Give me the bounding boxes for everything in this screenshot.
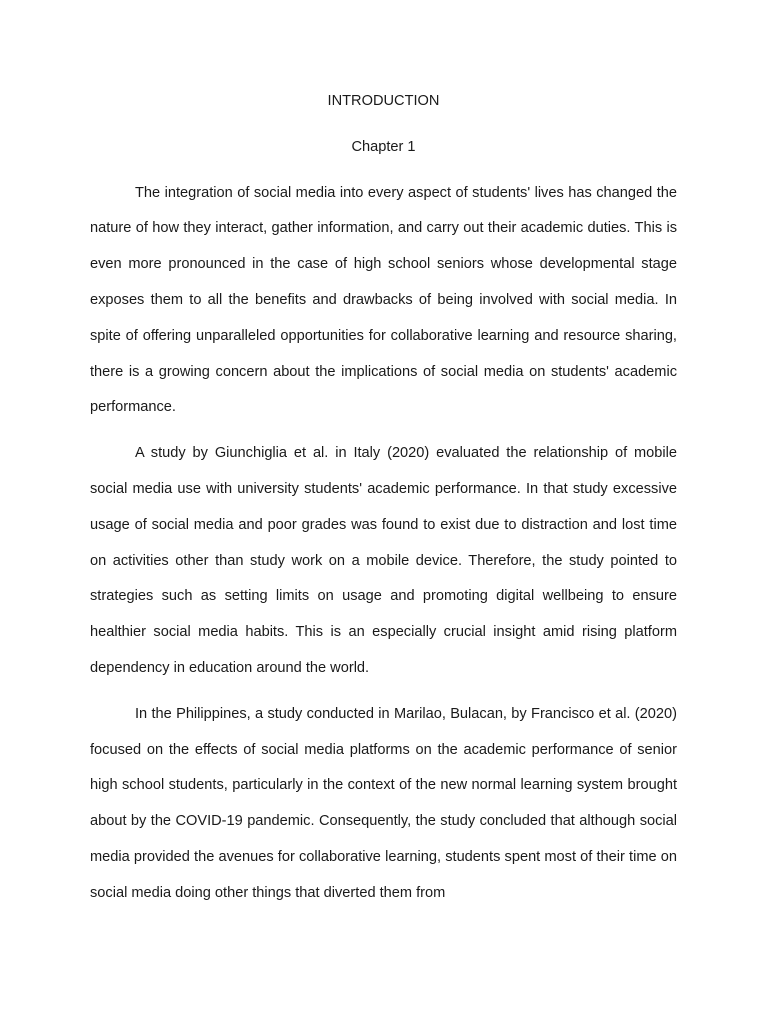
paragraph-1: The integration of social media into every aspect of students' lives has changed the nature of how they interact, gather information, and carry out their academic duties. This is even more pronounced in the case of high school seniors whose developmental stage exposes them to all the benefits and drawbacks of being involved with social media. In spite of offering unparalleled opportunities for collaborative learning and resource sharing, there is a growing concern about the implications of social media on students' academic performance. (90, 184, 677, 416)
chapter-title: Chapter 1 (351, 138, 416, 155)
paragraph-3: In the Philippines, a study conducted in Marilao, Bulacan, by Francisco et al. (2020) focused on the effects of social media platforms on the academic performance of senior high school students, particularly in the context of the new normal learning system brought about by the COVID-19 pandemic. Consequently, the study concluded that although social media provided the avenues for collaborative learning, students spent most of their time on social media doing other things that diverted them from (90, 705, 677, 901)
paragraph-2: A study by Giunchiglia et al. in Italy (2020) evaluated the relationship of mobile social media use with university students' academic performance. In that study excessive usage of social media and poor grades was found to exist due to distraction and lost time on activities other than study work on a mobile device. Therefore, the study pointed to strategies such as setting limits on usage and promoting digital wellbeing to ensure healthier social media habits. This is an especially crucial insight amid rising platform dependency in education around the world. (90, 445, 677, 676)
document-body (90, 84, 677, 912)
document-heading: INTRODUCTION (327, 93, 440, 109)
